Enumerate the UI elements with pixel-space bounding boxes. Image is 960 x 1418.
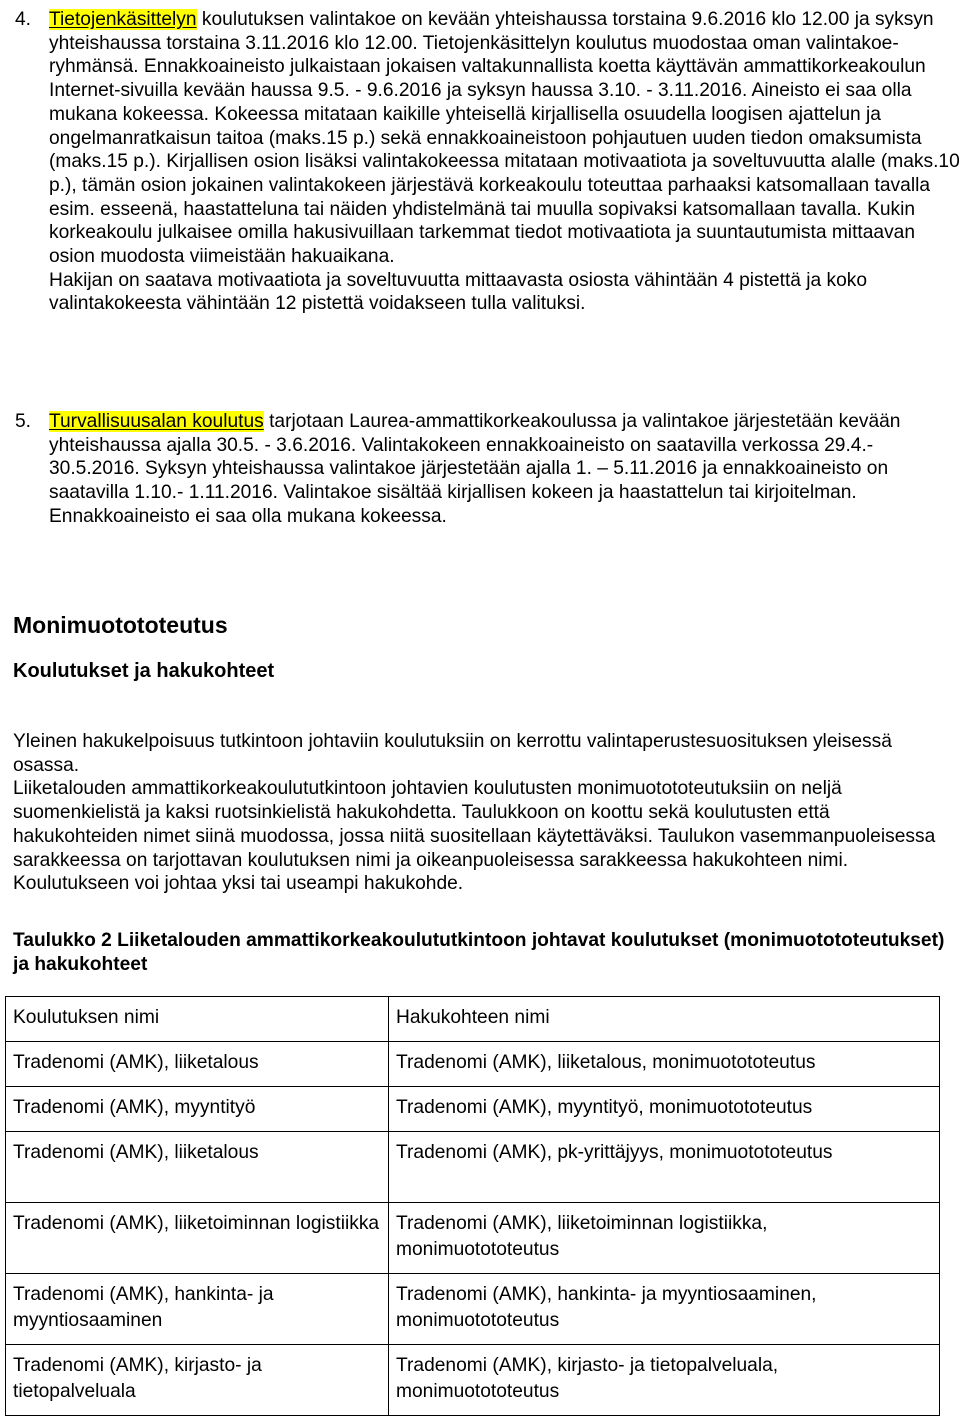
table-header-row bbox=[6, 997, 940, 1042]
table-row bbox=[6, 1345, 940, 1416]
list-item-text: koulutuksen valintakoe on kevään yhteishaussa torstaina 9.6.2016 klo 12.00 ja syksyn yhteishaussa torstaina 3.11.2016 klo 12.00. Tietojenkäsittelyn koulutus muodostaa oman valintakoe-ryhmänsä. Ennakkoaineisto julkaistaan jokaisen valtakunnallista koetta käyttävän ammattikorkeakoulun Internet-sivuilla kevään haussa 9.5. - 9.6.2016 ja syksyn haussa 3.10. - 3.11.2016. Aineisto ei saa olla mukana kokeessa. Kokeessa mitataan kaikille yhteisellä kirjallisella osuudella loogisen ajattelun ja ongelmanratkaisun taitoa (maks.15 p.) sekä ennakkoaineistoon pohjautuen uuden tiedon omaksumista (maks.15 p.). Kirjallisen osion lisäksi valintakokeessa mitataan motivaatiota ja soveltuvuutta alalle (maks.10 p.), tämän osion jokainen valintakokeen järjestävä korkeakoulu toteuttaa parhaaksi katsomallaan tavalla esim. esseenä, haastatteluna tai näiden yhdistelmänä tai muulla sopivaksi katsomallaan tavalla. Kukin korkeakoulu julkaisee omilla hakusivuillaan tarkemmat tiedot motivaatiota ja suuntautumista mittaavan osion muodosta viimeistään hakuaikana. bbox=[49, 9, 960, 268]
list-number: 4. bbox=[15, 9, 32, 30]
column-header-application-option: Hakukohteen nimi bbox=[389, 997, 940, 1042]
highlighted-program-name: Turvallisuusalan koulutus bbox=[49, 411, 264, 432]
table-cell: Tradenomi (AMK), myyntityö bbox=[6, 1087, 389, 1132]
table-cell: Tradenomi (AMK), kirjasto- ja tietopalveluala bbox=[6, 1345, 389, 1416]
list-item-text: tarjotaan Laurea-ammattikorkeakoulussa ja valintakoe järjestetään kevään yhteishaussa ajalla 30.5. - 3.6.2016. Valintakokeen ennakkoaineisto on saatavilla verkossa 29.4.- 30.5.2016. Syksyn yhteishaussa valintakoe järjestetään ajalla 1. – 5.11.2016 ja ennakkoaineisto on saatavilla 1.10.- 1.11.2016. Valintakoe sisältää kirjallisen kokeen ja haastattelun tai kirjoitelman. Ennakkoaineisto ei saa olla mukana kokeessa. bbox=[49, 411, 901, 527]
intro-paragraph-1: Yleinen hakukelpoisuus tutkintoon johtaviin koulutuksiin on kerrottu valintaperustesuosituksen yleisessä osassa. bbox=[13, 731, 892, 776]
list-item-5 bbox=[15, 410, 960, 529]
intro-paragraph-2: Liiketalouden ammattikorkeakoulututkintoon johtavien koulutusten monimuotototeutuksiin on neljä suomenkielistä ja kaksi ruotsinkielistä hakukohdetta. Taulukkoon on koottu sekä koulutusten että hakukohteiden nimet siinä muodossa, jossa niitä suositellaan käytettäväksi. Taulukon vasemmanpuoleisessa sarakkeessa on tarjottavan koulutuksen nimi ja oikeanpuoleisessa sarakkeessa hakukohteen nimi. Koulutukseen voi johtaa yksi tai useampi hakukohde. bbox=[13, 778, 936, 895]
list-item-body bbox=[49, 410, 960, 529]
intro-text bbox=[13, 730, 948, 896]
table-cell: Tradenomi (AMK), liiketalous bbox=[6, 1132, 389, 1203]
table-cell: Tradenomi (AMK), liiketalous bbox=[6, 1042, 389, 1087]
table-cell: Tradenomi (AMK), hankinta- ja myyntiosaaminen, monimuotototeutus bbox=[389, 1274, 940, 1345]
table-cell: Tradenomi (AMK), liiketalous, monimuotototeutus bbox=[389, 1042, 940, 1087]
table-row bbox=[6, 1203, 940, 1274]
highlighted-program-name: Tietojenkäsittelyn bbox=[49, 9, 197, 30]
list-number: 5. bbox=[15, 411, 32, 432]
table-cell: Tradenomi (AMK), myyntityö, monimuotototeutus bbox=[389, 1087, 940, 1132]
sub-heading: Koulutukset ja hakukohteet bbox=[13, 660, 275, 682]
table-cell: Tradenomi (AMK), liiketoiminnan logistiikka, monimuotototeutus bbox=[389, 1203, 940, 1274]
list-item-4 bbox=[15, 8, 960, 316]
table-row bbox=[6, 1274, 940, 1345]
table-cell: Tradenomi (AMK), hankinta- ja myyntiosaaminen bbox=[6, 1274, 389, 1345]
table-row bbox=[6, 1132, 940, 1203]
table-row bbox=[6, 1042, 940, 1087]
column-header-education: Koulutuksen nimi bbox=[6, 997, 389, 1042]
table-cell: Tradenomi (AMK), kirjasto- ja tietopalveluala, monimuotototeutus bbox=[389, 1345, 940, 1416]
list-item-paragraph bbox=[49, 8, 960, 269]
table-cell: Tradenomi (AMK), pk-yrittäjyys, monimuotototeutus bbox=[389, 1132, 940, 1203]
list-item-paragraph-2: Hakijan on saatava motivaatiota ja soveltuvuutta mittaavasta osiosta vähintään 4 pistettä ja koko valintakokeesta vähintään 12 pistettä voidakseen tulla valituksi. bbox=[49, 269, 868, 315]
section-heading: Monimuotototeutus bbox=[13, 612, 228, 638]
table-cell: Tradenomi (AMK), liiketoiminnan logistiikka bbox=[6, 1203, 389, 1274]
list-item-paragraph bbox=[49, 410, 960, 529]
degree-table bbox=[5, 996, 940, 1416]
list-item-body bbox=[49, 8, 960, 316]
table-row bbox=[6, 1087, 940, 1132]
table-caption: Taulukko 2 Liiketalouden ammattikorkeakoulututkintoon johtavat koulutukset (monimuotototeutukset) ja hakukohteet bbox=[13, 930, 945, 975]
